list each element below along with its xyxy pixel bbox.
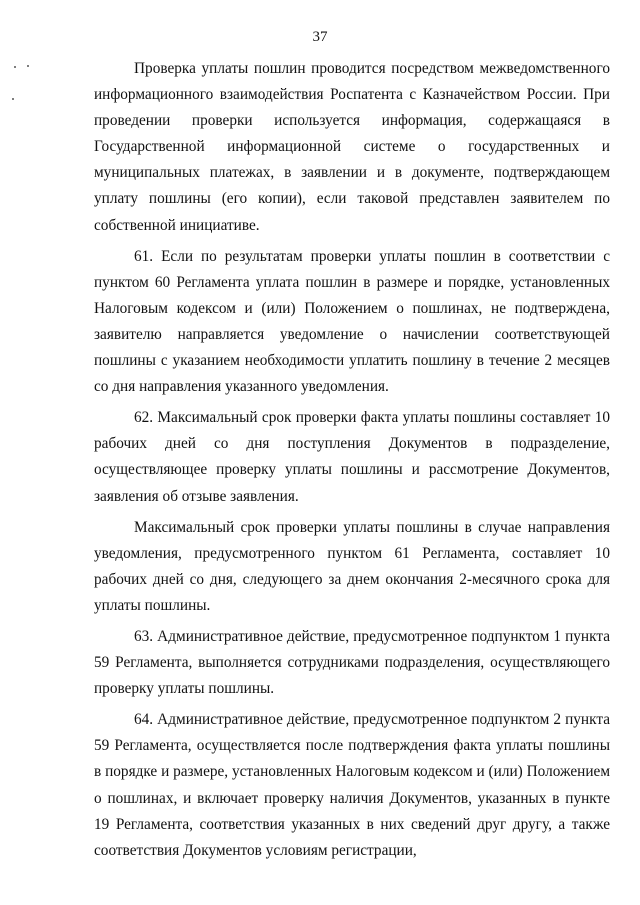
paragraph-max-term: Максимальный срок проверки уплаты пошлины в случае направления уведомления, предусмотренного пунктом 61 Регламента, составляет 10 рабочих дней со дня, следующего за днем окончания 2-месячного срока для уплаты пошлины. <box>94 518 610 614</box>
paragraph-63: 63. Административное действие, предусмотренное подпунктом 1 пункта 59 Регламента, выполняется сотрудниками подразделения, осуществляющего проверку уплаты пошлины. <box>94 627 610 698</box>
document-body <box>94 56 610 864</box>
scan-speck <box>27 65 29 67</box>
paragraph-62: 62. Максимальный срок проверки факта уплаты пошлины составляет 10 рабочих дней со дня поступления Документов в подразделение, осуществляющее проверку уплаты пошлины и рассмотрение Документов, заявления об отзыве заявления. <box>94 409 610 505</box>
paragraph-payment-check: Проверка уплаты пошлин проводится посредством межведомственного информационного взаимодействия Роспатента с Казначейством России. При проведении проверки используется информация, содержащаяся в Государственной информационной системе о государственных и муниципальных платежах, в заявлении и в документе, подтверждающем уплату пошлины (его копии), если таковой представлен заявителем по собственной инициативе. <box>94 60 610 234</box>
page-number: 37 <box>312 29 328 45</box>
scan-speck <box>12 98 14 100</box>
scan-speck <box>14 66 16 68</box>
paragraph-61: 61. Если по результатам проверки уплаты пошлин в соответствии с пунктом 60 Регламента уплата пошлин в размере и порядке, установленных Налоговым кодексом и (или) Положением о пошлинах, не подтверждена, заявителю направляется уведомление о начислении соответствующей пошлины с указанием необходимости уплатить пошлину в течение 2 месяцев со дня направления указанного уведомления. <box>94 247 610 396</box>
paragraph-64: 64. Административное действие, предусмотренное подпунктом 2 пункта 59 Регламента, осуществляется после подтверждения факта уплаты пошлины в порядке и размере, установленных Налоговым кодексом и (или) Положением о пошлинах, и включает проверку наличия Документов, указанных в пункте 19 Регламента, соответствия указанных в них сведений друг другу, а также соответствия Документов условиям регистрации, <box>94 711 610 859</box>
